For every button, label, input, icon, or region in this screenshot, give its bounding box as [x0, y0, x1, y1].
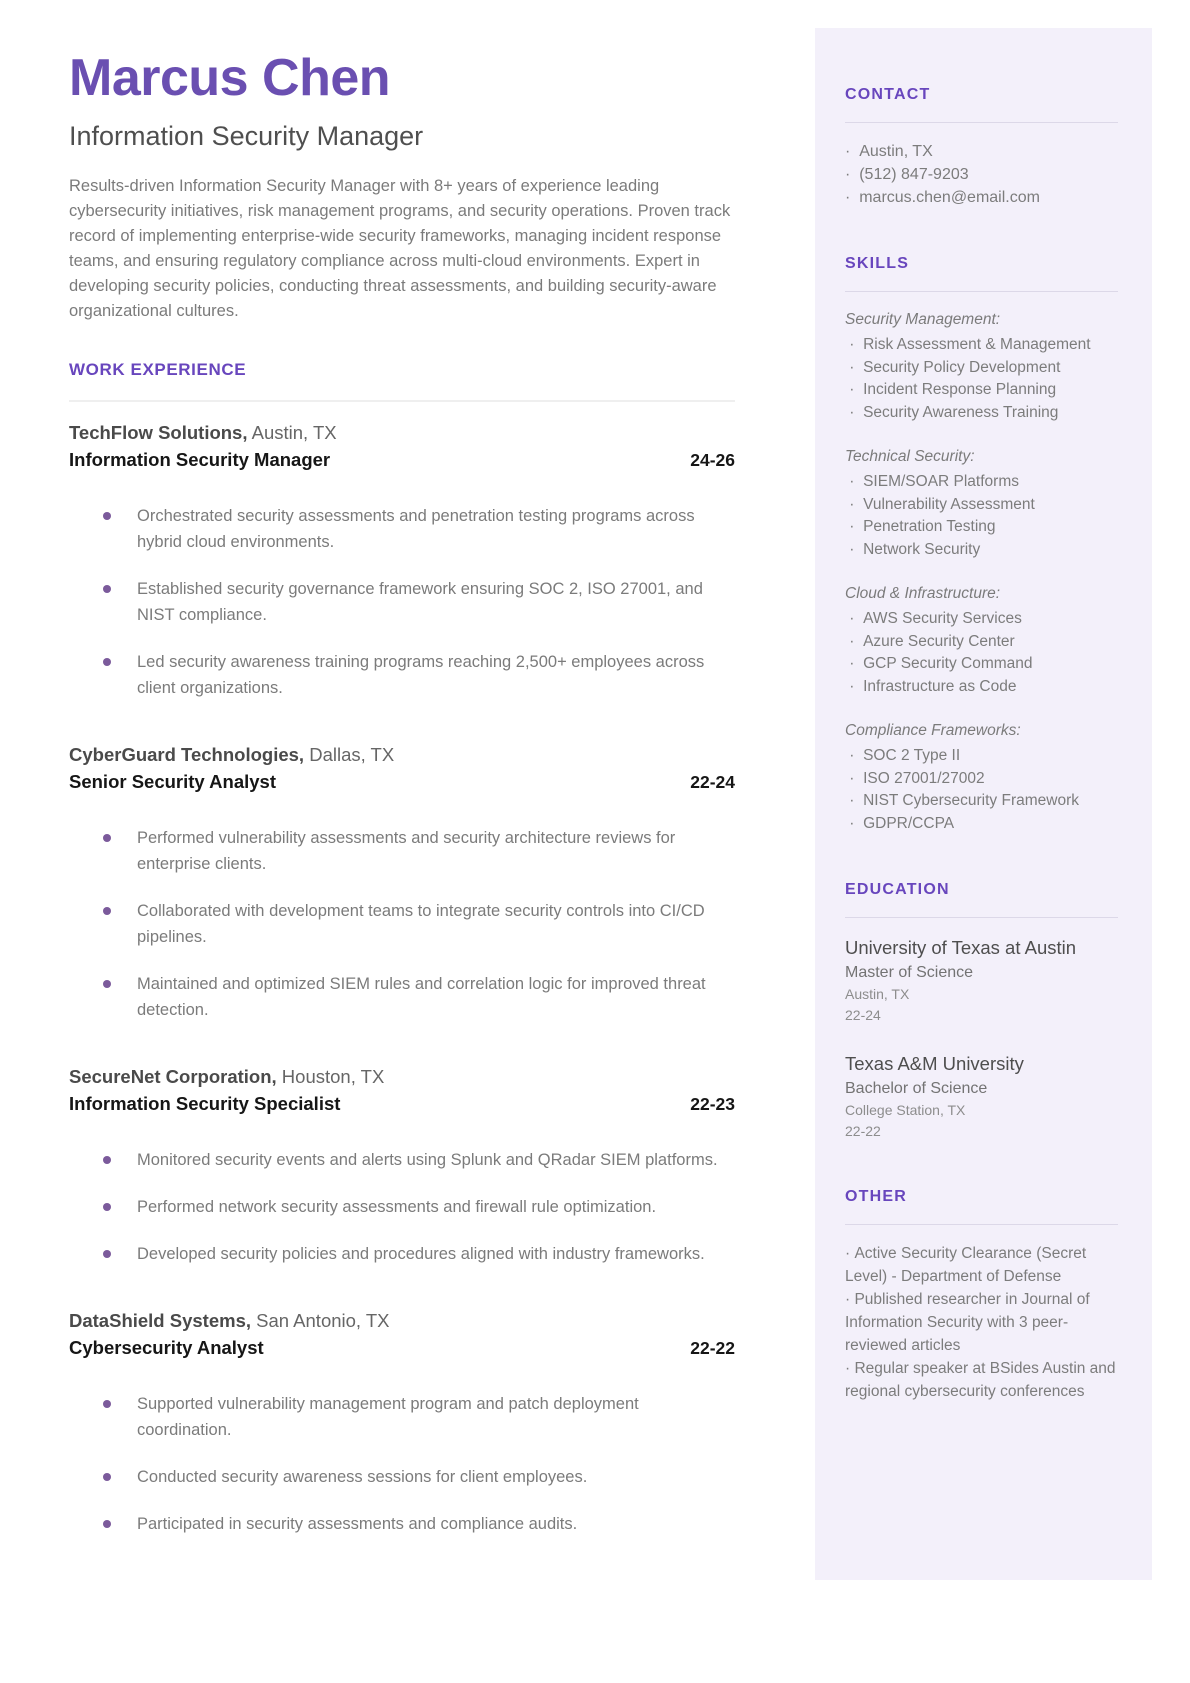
- job-bullet: Monitored security events and alerts using Splunk and QRadar SIEM platforms.: [69, 1147, 735, 1173]
- job-bullet: Performed vulnerability assessments and security architecture reviews for enterprise clients.: [69, 825, 735, 877]
- contact-item: · marcus.chen@email.com: [845, 186, 1118, 209]
- skill-item: · Infrastructure as Code: [845, 676, 1118, 699]
- job-dates: 24-26: [690, 450, 735, 471]
- job-bullet-list: [69, 825, 735, 1023]
- job-company-location: Austin, TX: [251, 422, 337, 444]
- education-list: [845, 935, 1118, 1142]
- job-position-title: Information Security Manager: [69, 449, 331, 471]
- other-list: [845, 1242, 1118, 1403]
- skill-item: · Security Awareness Training: [845, 402, 1118, 425]
- job-position-title: Senior Security Analyst: [69, 771, 276, 793]
- other-item: · Active Security Clearance (Secret Level) - Department of Defense: [845, 1242, 1118, 1288]
- job-company-name: CyberGuard Technologies,: [69, 744, 305, 766]
- skill-group: [845, 583, 1118, 698]
- job-list: [69, 419, 735, 1537]
- job-company-name: DataShield Systems,: [69, 1310, 251, 1332]
- skill-category-label: Compliance Frameworks:: [845, 722, 1021, 739]
- education-divider: [845, 917, 1118, 918]
- job-bullet: Established security governance framework ensuring SOC 2, ISO 27001, and NIST compliance.: [69, 576, 735, 628]
- skills-divider: [845, 291, 1118, 292]
- job-entry: [69, 419, 735, 701]
- skill-category-label: Security Management:: [845, 311, 1001, 328]
- school-location: College Station, TX: [845, 1102, 966, 1118]
- job-company-line: [69, 1063, 735, 1090]
- job-company-line: [69, 741, 735, 768]
- job-bullet: Collaborated with development teams to integrate security controls into CI/CD pipelines.: [69, 898, 735, 950]
- job-bullet: Orchestrated security assessments and penetration testing programs across hybrid cloud environments.: [69, 503, 735, 555]
- professional-summary: Results-driven Information Security Manager with 8+ years of experience leading cybersecurity initiatives, risk management programs, and security operations. Proven track record of implementing enterprise-wide security frameworks, managing incident response teams, and ensuring regulatory compliance across multi-cloud environments. Expert in developing security policies, conducting threat assessments, and building security-aware organizational cultures.: [69, 177, 731, 321]
- job-bullet: Supported vulnerability management program and patch deployment coordination.: [69, 1391, 735, 1443]
- job-position-row: [69, 768, 735, 796]
- skill-group: [845, 446, 1118, 561]
- job-company-line: [69, 419, 735, 446]
- skill-category-label: Cloud & Infrastructure:: [845, 585, 1001, 602]
- other-section: [845, 1188, 1118, 1403]
- job-dates: 22-24: [690, 772, 735, 793]
- skill-item: · Network Security: [845, 539, 1118, 562]
- education-section: [845, 881, 1118, 1142]
- school-location: Austin, TX: [845, 986, 910, 1002]
- other-divider: [845, 1224, 1118, 1225]
- contact-item: · (512) 847-9203: [845, 163, 1118, 186]
- job-position-row: [69, 446, 735, 474]
- job-company-location: Dallas, TX: [309, 744, 395, 766]
- job-position-row: [69, 1090, 735, 1118]
- resume-sidebar: [815, 28, 1152, 1580]
- skill-item: · NIST Cybersecurity Framework: [845, 790, 1118, 813]
- job-position-row: [69, 1334, 735, 1362]
- school-degree: Master of Science: [845, 964, 974, 981]
- skills-section: [845, 255, 1118, 835]
- job-bullet: Performed network security assessments and firewall rule optimization.: [69, 1194, 735, 1220]
- skill-item: · AWS Security Services: [845, 608, 1118, 631]
- work-experience-heading: WORK EXPERIENCE: [69, 360, 247, 380]
- job-bullet-list: [69, 503, 735, 701]
- education-heading: EDUCATION: [845, 881, 950, 898]
- skill-item: · SIEM/SOAR Platforms: [845, 471, 1118, 494]
- contact-heading: CONTACT: [845, 86, 931, 103]
- skill-item: · Security Policy Development: [845, 357, 1118, 380]
- job-bullet: Maintained and optimized SIEM rules and correlation logic for improved threat detection.: [69, 971, 735, 1023]
- education-entry: [845, 935, 1118, 1026]
- resume-main-column: [69, 50, 735, 1558]
- skill-item: · Vulnerability Assessment: [845, 494, 1118, 517]
- job-dates: 22-23: [690, 1094, 735, 1115]
- job-bullet-list: [69, 1391, 735, 1537]
- job-bullet: Led security awareness training programs reaching 2,500+ employees across client organizations.: [69, 649, 735, 701]
- job-company-name: TechFlow Solutions,: [69, 422, 248, 444]
- skill-item: · Azure Security Center: [845, 631, 1118, 654]
- job-position-title: Cybersecurity Analyst: [69, 1337, 264, 1359]
- skill-item: · SOC 2 Type II: [845, 745, 1118, 768]
- school-name: Texas A&M University: [845, 1053, 1024, 1074]
- job-company-name: SecureNet Corporation,: [69, 1066, 277, 1088]
- school-name: University of Texas at Austin: [845, 937, 1077, 958]
- job-entry: [69, 1307, 735, 1537]
- skill-item: · ISO 27001/27002: [845, 768, 1118, 791]
- contact-item: · Austin, TX: [845, 140, 1118, 163]
- other-item: · Published researcher in Journal of Information Security with 3 peer-reviewed articles: [845, 1288, 1118, 1357]
- job-bullet: Conducted security awareness sessions for client employees.: [69, 1464, 735, 1490]
- school-dates: 22-24: [845, 1007, 881, 1023]
- work-experience-divider: [69, 400, 735, 402]
- job-entry: [69, 741, 735, 1023]
- job-dates: 22-22: [690, 1338, 735, 1359]
- job-position-title: Information Security Specialist: [69, 1093, 341, 1115]
- skill-item: · Risk Assessment & Management: [845, 334, 1118, 357]
- skill-item: · GCP Security Command: [845, 653, 1118, 676]
- contact-list: [845, 140, 1118, 209]
- job-company-location: Houston, TX: [281, 1066, 385, 1088]
- skills-list: [845, 309, 1118, 835]
- school-degree: Bachelor of Science: [845, 1080, 988, 1097]
- contact-divider: [845, 122, 1118, 123]
- job-company-location: San Antonio, TX: [256, 1310, 390, 1332]
- skill-group: [845, 309, 1118, 424]
- person-job-title: Information Security Manager: [69, 121, 424, 152]
- contact-section: [845, 86, 1118, 209]
- person-name: Marcus Chen: [69, 49, 391, 107]
- skill-item: · GDPR/CCPA: [845, 813, 1118, 836]
- skills-heading: SKILLS: [845, 255, 910, 272]
- skill-category-label: Technical Security:: [845, 448, 975, 465]
- job-bullet: Developed security policies and procedures aligned with industry frameworks.: [69, 1241, 735, 1267]
- other-heading: OTHER: [845, 1188, 907, 1205]
- job-bullet-list: [69, 1147, 735, 1267]
- school-dates: 22-22: [845, 1123, 881, 1139]
- skill-item: · Penetration Testing: [845, 516, 1118, 539]
- skill-group: [845, 720, 1118, 835]
- education-entry: [845, 1051, 1118, 1142]
- other-item: · Regular speaker at BSides Austin and regional cybersecurity conferences: [845, 1357, 1118, 1403]
- job-entry: [69, 1063, 735, 1267]
- skill-item: · Incident Response Planning: [845, 379, 1118, 402]
- job-company-line: [69, 1307, 735, 1334]
- job-bullet: Participated in security assessments and compliance audits.: [69, 1511, 735, 1537]
